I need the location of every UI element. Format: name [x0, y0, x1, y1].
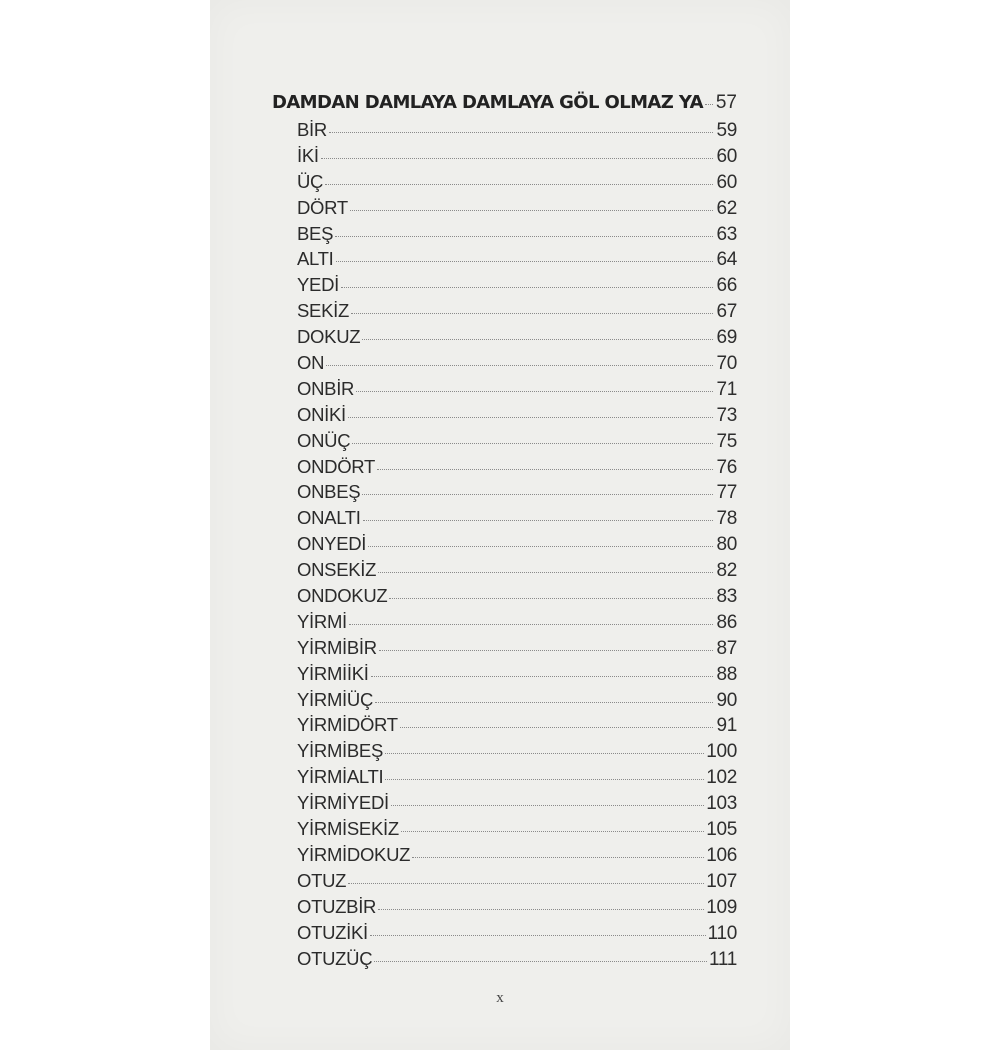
toc-entry [272, 533, 737, 559]
toc-entry [272, 378, 737, 404]
toc-entry-label: İKİ [297, 144, 319, 166]
toc-entry-label: ONBİR [297, 377, 355, 399]
dot-leader [401, 831, 704, 832]
toc-entry [272, 689, 737, 715]
toc-entry [272, 740, 737, 766]
toc-entry-page: 78 [716, 508, 737, 530]
dot-leader [378, 572, 713, 573]
toc-entry-label: DÖRT [297, 196, 348, 218]
toc-entry-label: ÜÇ [297, 170, 324, 192]
toc-section-heading [272, 92, 737, 119]
toc-entry [272, 119, 737, 145]
toc-entry-label: ONALTI [297, 507, 361, 529]
toc-entry [272, 714, 737, 740]
dot-leader [385, 753, 704, 754]
toc-entry-label: ON [297, 352, 325, 374]
dot-leader [377, 469, 713, 470]
toc-entry-page: 107 [706, 870, 737, 892]
toc-entry [272, 870, 737, 896]
dot-leader [356, 391, 713, 392]
toc-entry-page: 67 [716, 301, 737, 323]
toc-entry [272, 663, 737, 689]
toc-entry-page: 106 [706, 844, 737, 866]
dot-leader [329, 132, 713, 133]
dot-leader [326, 365, 713, 366]
toc-entry [272, 948, 737, 974]
toc-entry [272, 792, 737, 818]
toc-entry-page: 88 [716, 663, 737, 685]
toc-entry-page: 91 [716, 715, 737, 737]
dot-leader [351, 313, 713, 314]
toc-entry [272, 352, 737, 378]
toc-entry [272, 611, 737, 637]
dot-leader [391, 805, 704, 806]
toc-entry [272, 430, 737, 456]
dot-leader [321, 158, 713, 159]
toc-entry [272, 637, 737, 663]
dot-leader [350, 210, 713, 211]
dot-leader [349, 624, 713, 625]
dot-leader [379, 650, 713, 651]
toc-entry-page: 75 [716, 430, 737, 452]
toc-entry-label: BİR [297, 119, 327, 140]
toc-entry [272, 300, 737, 326]
toc-entry [272, 766, 737, 792]
toc-entry-list [272, 119, 737, 973]
dot-leader [371, 676, 713, 677]
toc-entry-page: 64 [716, 249, 737, 271]
toc-entry-label: YİRMİ [297, 610, 347, 632]
dot-leader [705, 104, 713, 105]
dot-leader [336, 261, 714, 262]
toc-entry-page: 60 [716, 145, 737, 167]
toc-entry-page: 76 [716, 456, 737, 478]
dot-leader [362, 494, 713, 495]
toc-entry [272, 404, 737, 430]
toc-entry [272, 844, 737, 870]
toc-entry-page: 111 [709, 948, 737, 970]
toc-entry-label: OTUZİKİ [297, 921, 368, 943]
toc-entry-label: YİRMİSEKİZ [297, 818, 399, 840]
toc-entry [272, 248, 737, 274]
toc-entry-label: BEŞ [297, 222, 334, 244]
dot-leader [363, 520, 713, 521]
toc-entry-page: 66 [716, 275, 737, 297]
toc-entry [272, 896, 737, 922]
toc-entry-label: ONSEKİZ [297, 559, 377, 581]
dot-leader [400, 727, 713, 728]
toc-entry [272, 481, 737, 507]
toc-entry-page: 100 [706, 741, 737, 763]
dot-leader [348, 883, 704, 884]
toc-entry-page: 103 [706, 793, 737, 815]
toc-entry-label: ONİKİ [297, 403, 346, 425]
toc-entry-page: 109 [706, 896, 737, 918]
toc-entry-label: YEDİ [297, 274, 339, 296]
toc-entry-label: OTUZÜÇ [297, 947, 373, 969]
dot-leader [368, 546, 713, 547]
dot-leader [370, 935, 706, 936]
toc-entry-label: ONYEDİ [297, 533, 367, 555]
toc-entry [272, 922, 737, 948]
toc-entry-page: 105 [706, 819, 737, 841]
toc-entry-page: 59 [716, 120, 737, 141]
toc-entry-label: SEKİZ [297, 300, 349, 322]
toc-entry-page: 63 [716, 223, 737, 245]
toc-entry [272, 818, 737, 844]
dot-leader [385, 779, 704, 780]
toc-entry-label: OTUZBİR [297, 895, 377, 917]
toc-entry-page: 70 [716, 353, 737, 375]
toc-entry [272, 145, 737, 171]
toc-entry-label: YİRMİALTI [297, 766, 384, 788]
dot-leader [325, 184, 713, 185]
toc-entry [272, 559, 737, 585]
toc-entry [272, 223, 737, 249]
toc-entry [272, 274, 737, 300]
toc-entry-page: 71 [716, 378, 737, 400]
toc-entry-label: ONBEŞ [297, 481, 361, 503]
toc-entry-label: YİRMİDÖRT [297, 714, 398, 736]
toc-entry-page: 86 [716, 611, 737, 633]
dot-leader [348, 417, 713, 418]
dot-leader [378, 909, 704, 910]
toc-entry-page: 82 [716, 560, 737, 582]
toc-entry [272, 456, 737, 482]
toc-entry-label: YİRMİİKİ [297, 662, 369, 684]
book-page [210, 0, 790, 1050]
dot-leader [335, 236, 713, 237]
toc-entry-label: DOKUZ [297, 326, 361, 348]
page-folio: x [496, 990, 504, 1006]
toc-entry-label: OTUZ [297, 869, 347, 891]
dot-leader [362, 339, 713, 340]
dot-leader [341, 287, 713, 288]
toc-entry-page: 77 [716, 482, 737, 504]
toc-entry [272, 171, 737, 197]
dot-leader [389, 598, 713, 599]
toc-entry-label: YİRMİDOKUZ [297, 843, 411, 865]
dot-leader [412, 857, 704, 858]
toc-entry [272, 585, 737, 611]
toc-entry-label: YİRMİBEŞ [297, 740, 384, 762]
toc-entry [272, 326, 737, 352]
toc-entry-page: 90 [716, 689, 737, 711]
dot-leader [352, 443, 713, 444]
dot-leader [375, 702, 713, 703]
toc-entry-page: 80 [716, 534, 737, 556]
toc-entry-label: YİRMİÜÇ [297, 688, 374, 710]
toc-entry-page: 83 [716, 586, 737, 608]
toc-entry-page: 73 [716, 404, 737, 426]
toc-entry-page: 69 [716, 327, 737, 349]
toc-entry-page: 102 [706, 767, 737, 789]
toc-entry-page: 87 [716, 637, 737, 659]
toc-entry-label: ONDOKUZ [297, 585, 388, 607]
table-of-contents [272, 92, 737, 973]
toc-entry [272, 197, 737, 223]
toc-entry-label: ALTI [297, 248, 334, 270]
toc-entry-page: 62 [716, 197, 737, 219]
dot-leader [374, 961, 707, 962]
toc-entry-page: 60 [716, 171, 737, 193]
toc-entry-label: YİRMİBİR [297, 636, 377, 658]
toc-heading-page: 57 [715, 92, 737, 113]
toc-entry [272, 507, 737, 533]
toc-entry-label: YİRMİYEDİ [297, 792, 389, 814]
toc-heading-title: DAMDAN DAMLAYA DAMLAYA GÖL OLMAZ YA [272, 92, 703, 113]
toc-entry-page: 110 [707, 922, 737, 944]
toc-entry-label: ONDÖRT [297, 455, 376, 477]
toc-entry-label: ONÜÇ [297, 429, 351, 451]
